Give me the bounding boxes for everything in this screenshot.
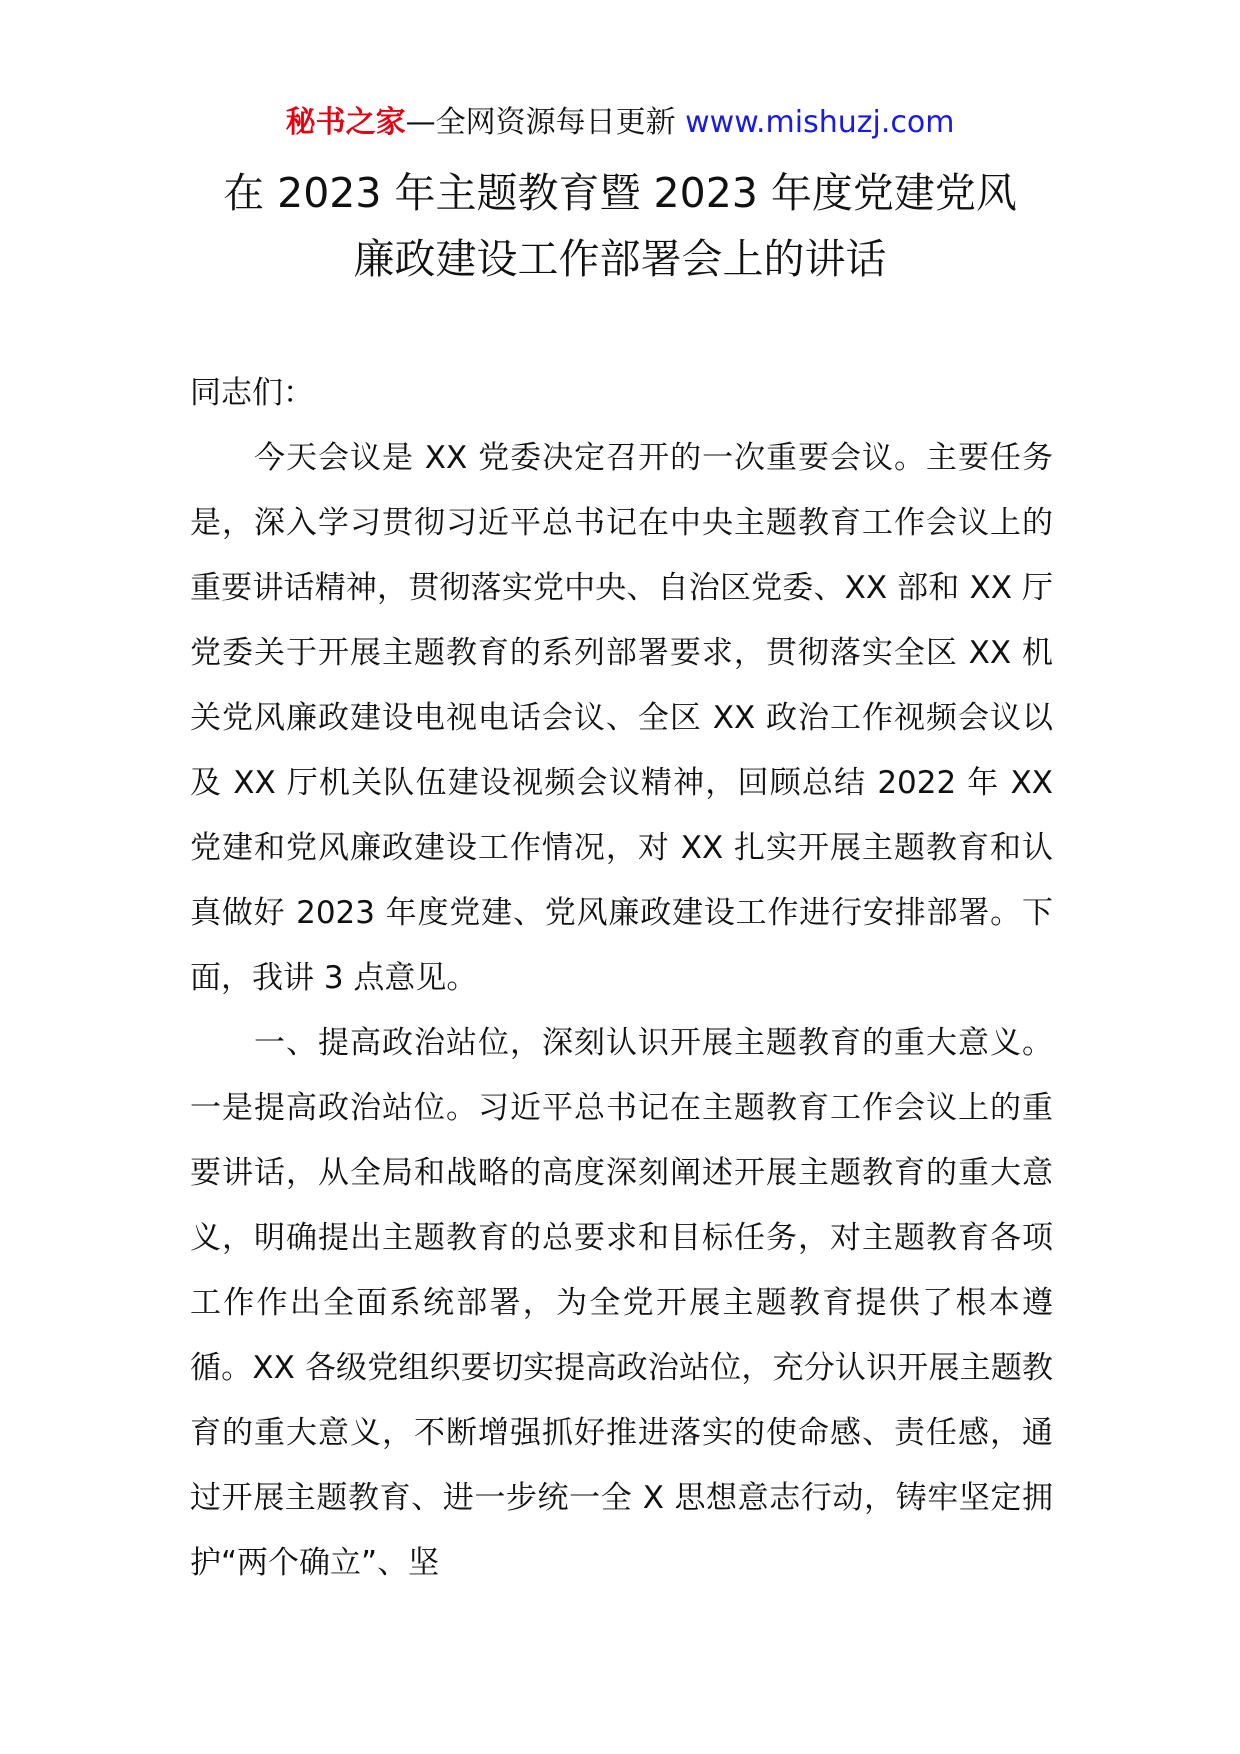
document-body bbox=[190, 361, 1053, 1596]
paragraph-1: 今天会议是 XX 党委决定召开的一次重要会议。主要任务是，深入学习贯彻习近平总书记在中央主题教育工作会议上的重要讲话精神，贯彻落实党中央、自治区党委、XX 部和 XX 厅党委关于开展主题教育的系列部署要求，贯彻落实全区 XX 机关党风廉政建设电视电话会议、全区 XX 政治工作视频会议以及 XX 厅机关队伍建设视频会议精神，回顾总结 2022 年 XX 党建和党风廉政建设工作情况，对 XX 扎实开展主题教育和认真做好 2023 年度党建、党风廉政建设工作进行安排部署。下面，我讲 3 点意见。 bbox=[190, 440, 1053, 996]
header-brand: 秘书之家 bbox=[285, 105, 406, 140]
title-line-2: 廉政建设工作部署会上的讲话 bbox=[353, 235, 887, 283]
header-slogan: —全网资源每日更新 bbox=[405, 105, 676, 140]
title-line-1: 在 2023 年主题教育暨 2023 年度党建党风 bbox=[223, 169, 1017, 217]
document-title bbox=[0, 160, 1240, 292]
salutation: 同志们： bbox=[190, 375, 314, 411]
header-url-link[interactable]: www.mishuzj.com bbox=[685, 105, 955, 140]
paragraph-2: 一、提高政治站位，深刻认识开展主题教育的重大意义。一是提高政治站位。习近平总书记在主题教育工作会议上的重要讲话，从全局和战略的高度深刻阐述开展主题教育的重大意义，明确提出主题教育的总要求和目标任务，对主题教育各项工作作出全面系统部署，为全党开展主题教育提供了根本遵循。XX 各级党组织要切实提高政治站位，充分认识开展主题教育的重大意义，不断增强抓好推进落实的使命感、责任感，通过开展主题教育、进一步统一全 X 思想意志行动，铸牢坚定拥护“两个确立”、坚 bbox=[190, 1025, 1053, 1581]
watermark-header bbox=[0, 103, 1240, 143]
